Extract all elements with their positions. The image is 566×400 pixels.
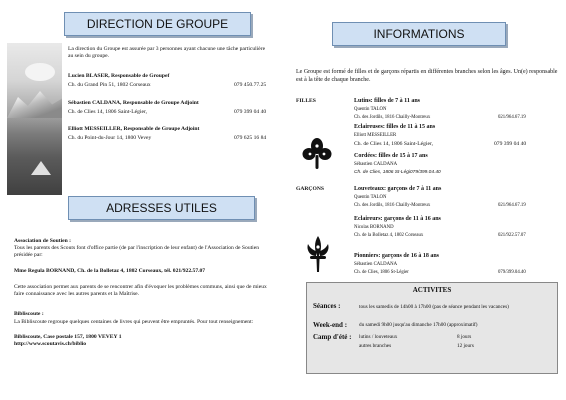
- biblio-text: La Bibliscoute regroupe quelques centaines de livres qui peuvent être empruntés. Pour tout renseignement:: [14, 319, 254, 325]
- scout-camp-photo: [7, 43, 62, 195]
- weekend-text: du samedi 9h00 jusqu'au dimanche 17h00 (approximatif): [359, 322, 478, 328]
- member-name: Lucien BLASER, Responsable de Groupef: [68, 73, 170, 79]
- branch-person: Sébastien CALDANA: [354, 262, 398, 267]
- branch-title: Louveteaux: garçons de 7 à 11 ans: [354, 186, 442, 192]
- member-address: Ch. de Clies 14, 1806 Saint-Légier,: [68, 109, 148, 115]
- branch-address: Ch. de Clies, 1806 St-Légier: [354, 270, 409, 275]
- camp-duration: 12 jours: [457, 343, 474, 349]
- branch-phone: 079 399 04 40: [494, 141, 527, 147]
- branch-phone: 079/399.04.40: [498, 270, 526, 275]
- branch-title: Cordées: filles de 15 à 17 ans: [354, 153, 428, 159]
- member-address: Ch. du Grand Pin 51, 1802 Corseaux: [68, 82, 151, 88]
- adresses-title: ADRESSES UTILES: [106, 201, 217, 215]
- branch-address: Ch. de Clies 14, 1806 Saint-Légier,: [354, 141, 434, 147]
- branch-person: Quentin TALON: [354, 195, 387, 200]
- member-name: Elliott MESSEILLER, Responsable de Groupe Adjoint: [68, 126, 200, 132]
- activites-box: [306, 282, 558, 374]
- informations-header: [332, 22, 506, 46]
- camp-label: Camp d'été :: [313, 333, 352, 341]
- member-name: Sébastien CALDANA, Responsable de Groupe Adjoint: [68, 100, 199, 106]
- seances-label: Séances :: [313, 302, 341, 310]
- branch-title: Eclaireuses: filles de 11 à 15 ans: [354, 124, 436, 130]
- branch-title: Pionniers: garçons de 16 à 18 ans: [354, 253, 440, 259]
- trefoil-icon: [302, 137, 332, 171]
- branch-person: Quentin TALON: [354, 107, 387, 112]
- filles-label: FILLES: [296, 98, 316, 104]
- branch-phone: 021/964.67.19: [498, 115, 526, 120]
- camp-who: autres branches: [359, 343, 392, 349]
- member-phone: 079 450.77.25: [234, 82, 267, 88]
- member-phone: 079 625 16 84: [234, 135, 267, 141]
- direction-intro: La direction du Groupe est assurée par 3 personnes ayant chacune une tâche particulière au sein du groupe.: [68, 46, 266, 60]
- branch-title: Eclaireurs: garçons de 11 à 16 ans: [354, 216, 441, 222]
- branch-person: Nicolas BORNAND: [354, 225, 394, 230]
- direction-header: [64, 12, 251, 36]
- branch-phone: 021/964.67.19: [498, 203, 526, 208]
- fleur-de-lis-icon: [304, 234, 332, 274]
- biblio-heading: Bibliscoute :: [14, 311, 44, 317]
- member-address: Ch. du Point-du-Jour 14, 1800 Vevey: [68, 135, 152, 141]
- biblio-contact: Bibliscoute, Case postale 157, 1800 VEVEY 1: [14, 334, 122, 340]
- soutien-contact: Mme Regula BORNAND, Ch. de la Bolletaz 4, 1802 Corseaux, tél. 021/922.57.07: [14, 268, 206, 274]
- branch-person: Elliott MESSEILLER: [354, 133, 397, 138]
- weekend-label: Week-end :: [313, 321, 348, 329]
- seances-text: tous les samedis de 14h00 à 17h00 (pas de séance pendant les vacances): [359, 304, 509, 310]
- soutien-text-2: Cette association permet aux parents de se rencontrer afin d'évoquer les problèmes communs, ainsi que de mieux faire connaissance avec les autres parents et la Maîtrise.: [14, 284, 267, 298]
- branch-address: Ch. des Jordils, 1816 Chailly-Montreux: [354, 115, 431, 120]
- branch-person: Sébastien CALDANA: [354, 162, 398, 167]
- direction-title: DIRECTION DE GROUPE: [86, 17, 229, 31]
- camp-who: lutins / louveteaux: [359, 334, 398, 340]
- branch-phone: 021/922.57.07: [498, 233, 526, 238]
- biblio-url[interactable]: http://www.scoutavis.ch/biblio: [14, 341, 87, 347]
- soutien-heading: Association de Soutien :: [14, 238, 72, 244]
- branch-address: Ch. des Jordils, 1816 Chailly-Montreux: [354, 203, 431, 208]
- informations-title: INFORMATIONS: [373, 27, 465, 41]
- soutien-text: Tous les parents des Scouts font d'office partie (de par l'inscription de leur enfant) de l'Association de Soutien présidée par:: [14, 245, 260, 259]
- activites-title: ACTIVITES: [412, 286, 452, 294]
- member-phone: 079 399 04 40: [234, 109, 267, 115]
- informations-intro: Le Groupe est formé de filles et de garçons répartis en différentes branches selon les âges. Un(e) responsable est à la tête de chaque branche.: [296, 69, 558, 83]
- branch-address: Ch. de Clies, 1806 St-Légi079/399.04.40: [354, 170, 441, 175]
- adresses-header: [68, 196, 255, 220]
- camp-duration: 8 jours: [457, 334, 472, 340]
- branch-title: Lutins: filles de 7 à 11 ans: [354, 98, 421, 104]
- branch-address: Ch. de la Bolletaz 4, 1802 Corseaux: [354, 233, 424, 238]
- garcons-label: GARÇONS: [296, 186, 324, 192]
